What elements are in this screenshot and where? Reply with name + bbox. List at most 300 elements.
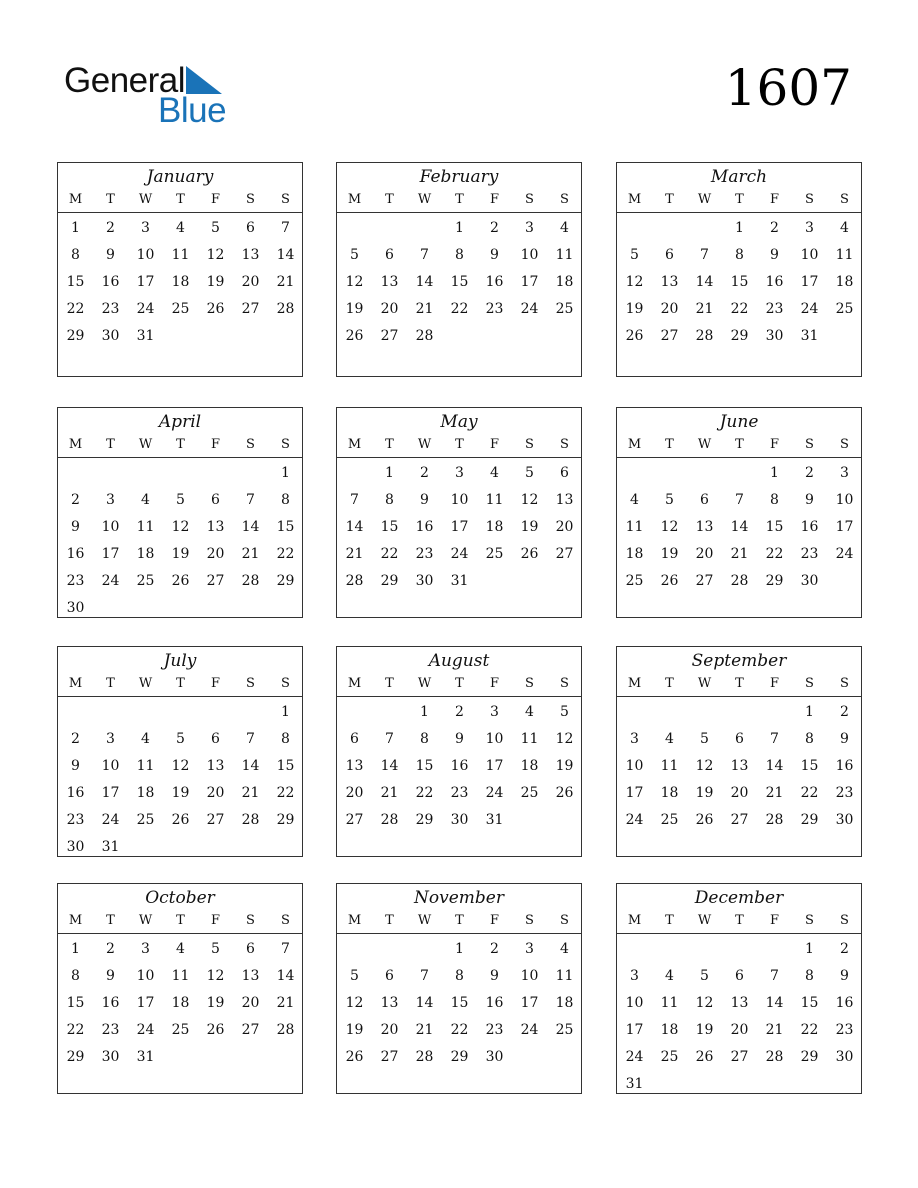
- weekday-label: T: [176, 192, 185, 207]
- day-cell: 11: [660, 758, 679, 774]
- day-cell: 14: [276, 968, 295, 984]
- day-cell: 5: [176, 731, 185, 747]
- day-cell: 28: [276, 301, 295, 317]
- day-cell: 16: [450, 758, 469, 774]
- weekday-label: S: [840, 437, 849, 452]
- day-cell: 5: [525, 465, 534, 481]
- weekday-label: T: [385, 192, 394, 207]
- weekday-label: S: [840, 192, 849, 207]
- day-cell: 17: [625, 1022, 644, 1038]
- day-grid: [617, 213, 861, 350]
- day-cell: 7: [246, 492, 255, 508]
- day-cell: 21: [241, 546, 260, 562]
- month-name: July: [163, 651, 197, 671]
- empty-day-cell: [372, 699, 407, 726]
- day-cell: 19: [171, 785, 190, 801]
- empty-day-cell: [58, 460, 93, 487]
- day-cell: 7: [385, 731, 394, 747]
- day-cell: 9: [490, 247, 499, 263]
- month-name: April: [158, 412, 202, 432]
- day-cell: 8: [71, 247, 80, 263]
- day-cell: 9: [840, 968, 849, 984]
- weekday-label: M: [627, 676, 642, 691]
- day-cell: 21: [695, 301, 714, 317]
- day-cell: 16: [835, 758, 854, 774]
- day-cell: 25: [171, 301, 190, 317]
- weekday-label: W: [417, 437, 432, 452]
- weekday-label: M: [347, 913, 362, 928]
- day-cell: 27: [730, 812, 749, 828]
- day-cell: 2: [840, 704, 849, 720]
- day-cell: 3: [106, 731, 115, 747]
- day-cell: 11: [171, 247, 190, 263]
- day-grid: [58, 934, 302, 1071]
- day-cell: 11: [520, 731, 539, 747]
- weekday-label: T: [106, 913, 115, 928]
- day-cell: 7: [420, 247, 429, 263]
- day-cell: 10: [625, 995, 644, 1011]
- weekday-label: W: [138, 913, 153, 928]
- empty-day-cell: [337, 460, 372, 487]
- day-cell: 16: [835, 995, 854, 1011]
- day-cell: 13: [380, 274, 399, 290]
- day-cell: 21: [765, 785, 784, 801]
- empty-day-cell: [93, 699, 128, 726]
- weekday-label: S: [246, 192, 255, 207]
- day-cell: 24: [625, 812, 644, 828]
- day-cell: 11: [625, 519, 644, 535]
- day-cell: 18: [485, 519, 504, 535]
- weekday-label: F: [489, 913, 500, 928]
- day-cell: 8: [455, 968, 464, 984]
- day-cell: 18: [625, 546, 644, 562]
- day-cell: 21: [345, 546, 364, 562]
- empty-day-cell: [128, 460, 163, 487]
- day-cell: 21: [415, 1022, 434, 1038]
- day-cell: 22: [66, 1022, 85, 1038]
- day-cell: 12: [695, 995, 714, 1011]
- weekday-label: M: [627, 913, 642, 928]
- day-cell: 1: [71, 220, 80, 236]
- day-cell: 15: [276, 519, 295, 535]
- day-cell: 8: [420, 731, 429, 747]
- weekday-label: W: [417, 676, 432, 691]
- day-cell: 27: [206, 573, 225, 589]
- weekday-label: T: [455, 437, 464, 452]
- day-cell: 12: [660, 519, 679, 535]
- month-name: March: [710, 167, 768, 187]
- day-cell: 22: [800, 1022, 819, 1038]
- day-cell: 20: [730, 785, 749, 801]
- weekday-label: T: [455, 676, 464, 691]
- day-cell: 10: [101, 758, 120, 774]
- day-cell: 18: [555, 274, 574, 290]
- day-cell: 1: [735, 220, 744, 236]
- day-grid: [337, 697, 581, 834]
- day-cell: 23: [101, 301, 120, 317]
- day-cell: 6: [700, 492, 709, 508]
- day-cell: 15: [450, 995, 469, 1011]
- day-cell: 8: [71, 968, 80, 984]
- day-cell: 8: [805, 731, 814, 747]
- day-cell: 5: [350, 968, 359, 984]
- weekday-label: F: [489, 192, 500, 207]
- weekday-label: W: [697, 913, 712, 928]
- empty-day-cell: [337, 215, 372, 242]
- weekday-label: T: [385, 437, 394, 452]
- day-cell: 30: [835, 1049, 854, 1065]
- empty-day-cell: [58, 699, 93, 726]
- day-cell: 16: [765, 274, 784, 290]
- day-cell: 20: [345, 785, 364, 801]
- day-cell: 29: [800, 812, 819, 828]
- weekday-header-row: [58, 435, 302, 458]
- logo-triangle-icon: [186, 66, 224, 94]
- weekday-label: S: [840, 676, 849, 691]
- day-cell: 10: [101, 519, 120, 535]
- year-title: 1607: [724, 59, 852, 117]
- day-cell: 4: [665, 731, 674, 747]
- day-cell: 22: [450, 1022, 469, 1038]
- empty-day-cell: [722, 936, 757, 963]
- day-cell: 24: [800, 301, 819, 317]
- month-name: June: [719, 412, 759, 432]
- day-cell: 15: [450, 274, 469, 290]
- day-cell: 19: [345, 1022, 364, 1038]
- day-cell: 5: [350, 247, 359, 263]
- day-cell: 11: [171, 968, 190, 984]
- day-cell: 3: [840, 465, 849, 481]
- day-cell: 4: [525, 704, 534, 720]
- day-cell: 22: [276, 546, 295, 562]
- day-grid: [58, 213, 302, 350]
- weekday-label: F: [769, 676, 780, 691]
- day-cell: 10: [136, 247, 155, 263]
- day-cell: 5: [700, 968, 709, 984]
- empty-day-cell: [337, 936, 372, 963]
- day-cell: 11: [835, 247, 854, 263]
- empty-day-cell: [617, 936, 652, 963]
- day-cell: 14: [276, 247, 295, 263]
- empty-day-cell: [163, 460, 198, 487]
- day-cell: 16: [800, 519, 819, 535]
- weekday-label: W: [697, 192, 712, 207]
- generalblue-logo: [64, 62, 234, 130]
- weekday-label: S: [805, 437, 814, 452]
- day-cell: 2: [71, 731, 80, 747]
- weekday-label: W: [417, 192, 432, 207]
- day-cell: 10: [800, 247, 819, 263]
- weekday-label: S: [805, 676, 814, 691]
- day-cell: 23: [485, 301, 504, 317]
- day-cell: 2: [840, 941, 849, 957]
- day-cell: 14: [415, 274, 434, 290]
- empty-day-cell: [198, 460, 233, 487]
- day-cell: 14: [415, 995, 434, 1011]
- day-cell: 13: [241, 247, 260, 263]
- day-cell: 29: [66, 1049, 85, 1065]
- day-cell: 20: [206, 546, 225, 562]
- day-cell: 12: [206, 247, 225, 263]
- empty-day-cell: [687, 936, 722, 963]
- weekday-label: T: [385, 676, 394, 691]
- day-cell: 12: [345, 274, 364, 290]
- day-cell: 3: [141, 220, 150, 236]
- day-cell: 13: [730, 995, 749, 1011]
- day-cell: 24: [520, 1022, 539, 1038]
- day-cell: 29: [66, 328, 85, 344]
- day-cell: 9: [106, 247, 115, 263]
- day-cell: 24: [485, 785, 504, 801]
- day-grid: [337, 213, 581, 350]
- day-cell: 6: [735, 731, 744, 747]
- weekday-header-row: [617, 674, 861, 697]
- weekday-label: M: [68, 192, 83, 207]
- day-cell: 10: [520, 968, 539, 984]
- day-cell: 12: [625, 274, 644, 290]
- month-december: [616, 883, 862, 1094]
- day-cell: 16: [101, 274, 120, 290]
- day-cell: 25: [171, 1022, 190, 1038]
- day-cell: 21: [276, 274, 295, 290]
- day-cell: 23: [485, 1022, 504, 1038]
- day-cell: 13: [555, 492, 574, 508]
- weekday-label: T: [665, 676, 674, 691]
- day-cell: 31: [101, 839, 120, 855]
- day-cell: 15: [800, 995, 819, 1011]
- empty-day-cell: [407, 215, 442, 242]
- day-cell: 2: [420, 465, 429, 481]
- day-cell: 9: [71, 519, 80, 535]
- empty-day-cell: [407, 936, 442, 963]
- day-cell: 30: [485, 1049, 504, 1065]
- day-cell: 1: [281, 465, 290, 481]
- day-cell: 27: [241, 1022, 260, 1038]
- day-cell: 18: [660, 785, 679, 801]
- day-cell: 15: [276, 758, 295, 774]
- day-cell: 17: [520, 274, 539, 290]
- weekday-header-row: [617, 435, 861, 458]
- day-cell: 17: [450, 519, 469, 535]
- day-cell: 26: [660, 573, 679, 589]
- day-cell: 6: [246, 941, 255, 957]
- day-grid: [58, 697, 302, 861]
- day-cell: 15: [800, 758, 819, 774]
- day-cell: 6: [665, 247, 674, 263]
- day-cell: 26: [625, 328, 644, 344]
- day-cell: 6: [560, 465, 569, 481]
- weekday-label: S: [525, 676, 534, 691]
- day-cell: 21: [415, 301, 434, 317]
- weekday-label: T: [735, 192, 744, 207]
- month-october: [57, 883, 303, 1094]
- day-cell: 10: [450, 492, 469, 508]
- day-cell: 23: [835, 1022, 854, 1038]
- weekday-label: F: [210, 192, 221, 207]
- day-cell: 19: [206, 995, 225, 1011]
- day-cell: 1: [455, 941, 464, 957]
- logo-text-blue: Blue: [158, 91, 227, 130]
- weekday-label: F: [769, 437, 780, 452]
- day-cell: 9: [420, 492, 429, 508]
- day-cell: 28: [765, 812, 784, 828]
- day-cell: 9: [805, 492, 814, 508]
- month-november: [336, 883, 582, 1094]
- day-grid: [617, 697, 861, 834]
- day-cell: 22: [276, 785, 295, 801]
- day-cell: 11: [555, 247, 574, 263]
- day-cell: 14: [345, 519, 364, 535]
- day-grid: [617, 458, 861, 595]
- month-name: February: [419, 167, 499, 187]
- day-cell: 18: [555, 995, 574, 1011]
- day-cell: 8: [805, 968, 814, 984]
- weekday-label: M: [347, 437, 362, 452]
- day-cell: 11: [136, 519, 155, 535]
- weekday-label: T: [455, 913, 464, 928]
- empty-day-cell: [722, 699, 757, 726]
- day-cell: 16: [415, 519, 434, 535]
- day-cell: 2: [490, 220, 499, 236]
- day-cell: 3: [141, 941, 150, 957]
- empty-day-cell: [687, 460, 722, 487]
- day-cell: 17: [136, 274, 155, 290]
- day-cell: 10: [520, 247, 539, 263]
- weekday-label: S: [281, 913, 290, 928]
- day-cell: 12: [695, 758, 714, 774]
- day-cell: 26: [171, 812, 190, 828]
- month-march: [616, 162, 862, 377]
- weekday-label: S: [560, 192, 569, 207]
- empty-day-cell: [652, 215, 687, 242]
- day-cell: 23: [800, 546, 819, 562]
- weekday-label: W: [417, 913, 432, 928]
- day-cell: 22: [765, 546, 784, 562]
- day-cell: 18: [520, 758, 539, 774]
- day-cell: 31: [800, 328, 819, 344]
- day-cell: 5: [560, 704, 569, 720]
- day-cell: 23: [101, 1022, 120, 1038]
- weekday-label: F: [489, 437, 500, 452]
- weekday-label: T: [106, 437, 115, 452]
- day-cell: 29: [276, 812, 295, 828]
- day-cell: 6: [211, 492, 220, 508]
- day-cell: 17: [101, 785, 120, 801]
- day-cell: 31: [450, 573, 469, 589]
- weekday-label: M: [627, 437, 642, 452]
- day-cell: 15: [66, 995, 85, 1011]
- day-cell: 31: [625, 1076, 644, 1092]
- day-cell: 13: [695, 519, 714, 535]
- day-cell: 25: [520, 785, 539, 801]
- day-cell: 11: [136, 758, 155, 774]
- month-name: January: [146, 167, 214, 187]
- day-cell: 2: [805, 465, 814, 481]
- day-cell: 7: [735, 492, 744, 508]
- weekday-label: F: [210, 676, 221, 691]
- day-cell: 20: [730, 1022, 749, 1038]
- day-cell: 6: [385, 968, 394, 984]
- weekday-label: T: [735, 913, 744, 928]
- day-cell: 18: [660, 1022, 679, 1038]
- day-cell: 9: [490, 968, 499, 984]
- day-cell: 31: [485, 812, 504, 828]
- day-cell: 26: [695, 1049, 714, 1065]
- day-cell: 28: [415, 328, 434, 344]
- day-cell: 5: [211, 220, 220, 236]
- day-cell: 4: [176, 220, 185, 236]
- day-cell: 23: [66, 812, 85, 828]
- day-cell: 10: [485, 731, 504, 747]
- empty-day-cell: [198, 699, 233, 726]
- day-cell: 10: [835, 492, 854, 508]
- empty-day-cell: [233, 460, 268, 487]
- day-cell: 24: [625, 1049, 644, 1065]
- day-cell: 14: [695, 274, 714, 290]
- day-cell: 26: [171, 573, 190, 589]
- day-cell: 12: [555, 731, 574, 747]
- day-cell: 28: [241, 812, 260, 828]
- day-cell: 18: [171, 995, 190, 1011]
- day-cell: 24: [835, 546, 854, 562]
- day-cell: 29: [450, 1049, 469, 1065]
- day-cell: 31: [136, 1049, 155, 1065]
- empty-day-cell: [652, 699, 687, 726]
- day-cell: 26: [520, 546, 539, 562]
- weekday-label: S: [281, 676, 290, 691]
- day-cell: 18: [136, 546, 155, 562]
- day-cell: 25: [625, 573, 644, 589]
- weekday-label: S: [246, 913, 255, 928]
- empty-day-cell: [617, 699, 652, 726]
- day-cell: 1: [71, 941, 80, 957]
- day-cell: 29: [765, 573, 784, 589]
- day-cell: 25: [660, 812, 679, 828]
- day-cell: 25: [660, 1049, 679, 1065]
- day-cell: 1: [805, 941, 814, 957]
- weekday-label: S: [560, 676, 569, 691]
- day-cell: 8: [770, 492, 779, 508]
- day-grid: [58, 458, 302, 622]
- weekday-label: W: [138, 192, 153, 207]
- month-september: [616, 646, 862, 857]
- day-cell: 26: [695, 812, 714, 828]
- day-cell: 27: [555, 546, 574, 562]
- weekday-label: S: [525, 192, 534, 207]
- day-cell: 14: [730, 519, 749, 535]
- day-cell: 5: [211, 941, 220, 957]
- weekday-label: F: [489, 676, 500, 691]
- day-cell: 26: [345, 328, 364, 344]
- day-cell: 8: [281, 731, 290, 747]
- day-cell: 1: [805, 704, 814, 720]
- day-cell: 18: [171, 274, 190, 290]
- day-cell: 1: [281, 704, 290, 720]
- day-cell: 17: [520, 995, 539, 1011]
- day-cell: 29: [730, 328, 749, 344]
- empty-day-cell: [757, 936, 792, 963]
- day-grid: [337, 458, 581, 595]
- day-cell: 9: [71, 758, 80, 774]
- day-cell: 8: [281, 492, 290, 508]
- month-may: [336, 407, 582, 618]
- day-cell: 27: [345, 812, 364, 828]
- day-cell: 14: [765, 758, 784, 774]
- day-cell: 6: [246, 220, 255, 236]
- day-cell: 28: [730, 573, 749, 589]
- weekday-label: W: [697, 437, 712, 452]
- day-cell: 17: [101, 546, 120, 562]
